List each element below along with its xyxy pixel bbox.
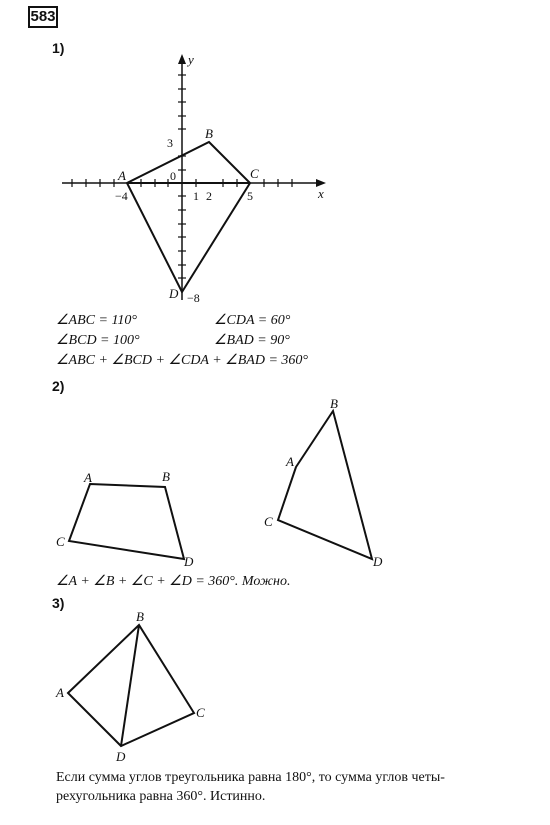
quad1-c-label: C <box>56 534 65 549</box>
quad1-b-label: B <box>162 469 170 484</box>
point-d-label: D <box>169 286 179 301</box>
y-tick-label-neg8: −8 <box>187 291 200 305</box>
quad2-c-label: C <box>264 514 273 529</box>
part-2-label: 2) <box>52 378 65 394</box>
origin-label: 0 <box>170 169 176 183</box>
x-tick-label-2: 2 <box>206 189 212 203</box>
fig3-c-label: C <box>196 705 205 720</box>
angle-bad: ∠BAD = 90° <box>214 333 290 348</box>
y-tick-label-3: 3 <box>167 136 173 150</box>
quadrilateral-abcd <box>127 142 250 292</box>
fig3-a-label: A <box>56 685 64 700</box>
point-c-label: C <box>250 166 259 181</box>
problem-number: 583 <box>28 6 58 28</box>
quadrilateral-right <box>278 411 372 559</box>
quad1-a-label: A <box>84 470 92 485</box>
quad2-a-label: A <box>286 454 294 469</box>
x-tick-label-5: 5 <box>247 189 253 203</box>
angle-cda: ∠CDA = 60° <box>214 313 291 328</box>
point-b-label: B <box>205 126 213 141</box>
quad2-d-label: D <box>373 554 383 569</box>
angle-abc: ∠ABC = 110° <box>56 313 137 328</box>
fig3-b-label: B <box>136 609 144 624</box>
quad2-b-label: B <box>330 396 338 411</box>
part-1-label: 1) <box>52 40 65 56</box>
angle-bcd: ∠BCD = 100° <box>56 333 140 348</box>
fig3-d-label: D <box>116 749 126 764</box>
x-tick-label-1: 1 <box>193 189 199 203</box>
part-3-text-line-2: рехугольника равна 360°. Истинно. <box>56 789 266 804</box>
angle-sum: ∠ABC + ∠BCD + ∠CDA + ∠BAD = 360° <box>56 353 308 368</box>
quad1-d-label: D <box>184 554 194 569</box>
part-3-text-line-1: Если сумма углов треугольника равна 180°, то сумма углов четы- <box>56 770 445 785</box>
x-tick-label-neg4: −4 <box>115 189 128 203</box>
y-axis-arrow <box>178 54 186 64</box>
part-3-label: 3) <box>52 595 65 611</box>
point-a-label: A <box>118 168 126 183</box>
y-axis-label: y <box>188 52 194 67</box>
diagonal-bd <box>121 625 139 746</box>
x-axis-label: x <box>318 186 324 201</box>
part-2-conclusion: ∠A + ∠B + ∠C + ∠D = 360°. Можно. <box>56 574 291 589</box>
quadrilateral-convex <box>69 484 184 559</box>
